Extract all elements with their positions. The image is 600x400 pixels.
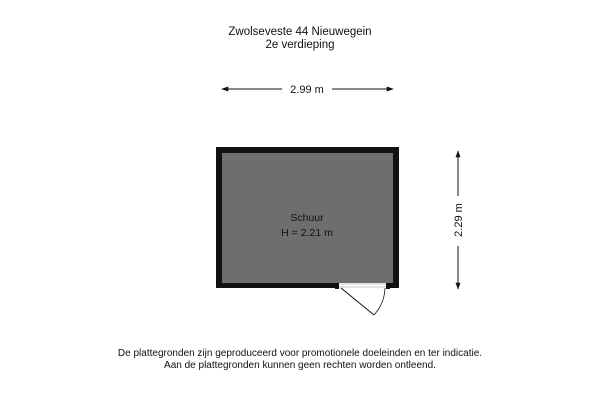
room-height-label: H = 2.21 m — [281, 227, 333, 239]
width-dimension — [222, 84, 393, 96]
depth-dimension-label: 2.29 m — [453, 203, 465, 237]
width-dimension-label: 2.99 m — [290, 84, 324, 96]
door-swing-arc — [374, 288, 385, 315]
door-leaf — [341, 288, 374, 315]
room-schuur — [216, 147, 399, 315]
disclaimer-line-1: De plattegronden zijn geproduceerd voor promotionele doeleinden en ter indicatie. — [117, 348, 483, 359]
depth-dimension — [453, 151, 465, 289]
disclaimer-text — [0, 348, 600, 372]
floor-subtitle: 2e verdieping — [265, 39, 335, 51]
door-jamb-right — [386, 283, 390, 289]
disclaimer-line-2: Aan de plattegronden kunnen geen rechten worden ontleend. — [164, 360, 436, 371]
room-name-label: Schuur — [290, 212, 324, 224]
door-jamb-left — [335, 283, 339, 289]
address-title: Zwolseveste 44 Nieuwegein — [228, 26, 372, 38]
